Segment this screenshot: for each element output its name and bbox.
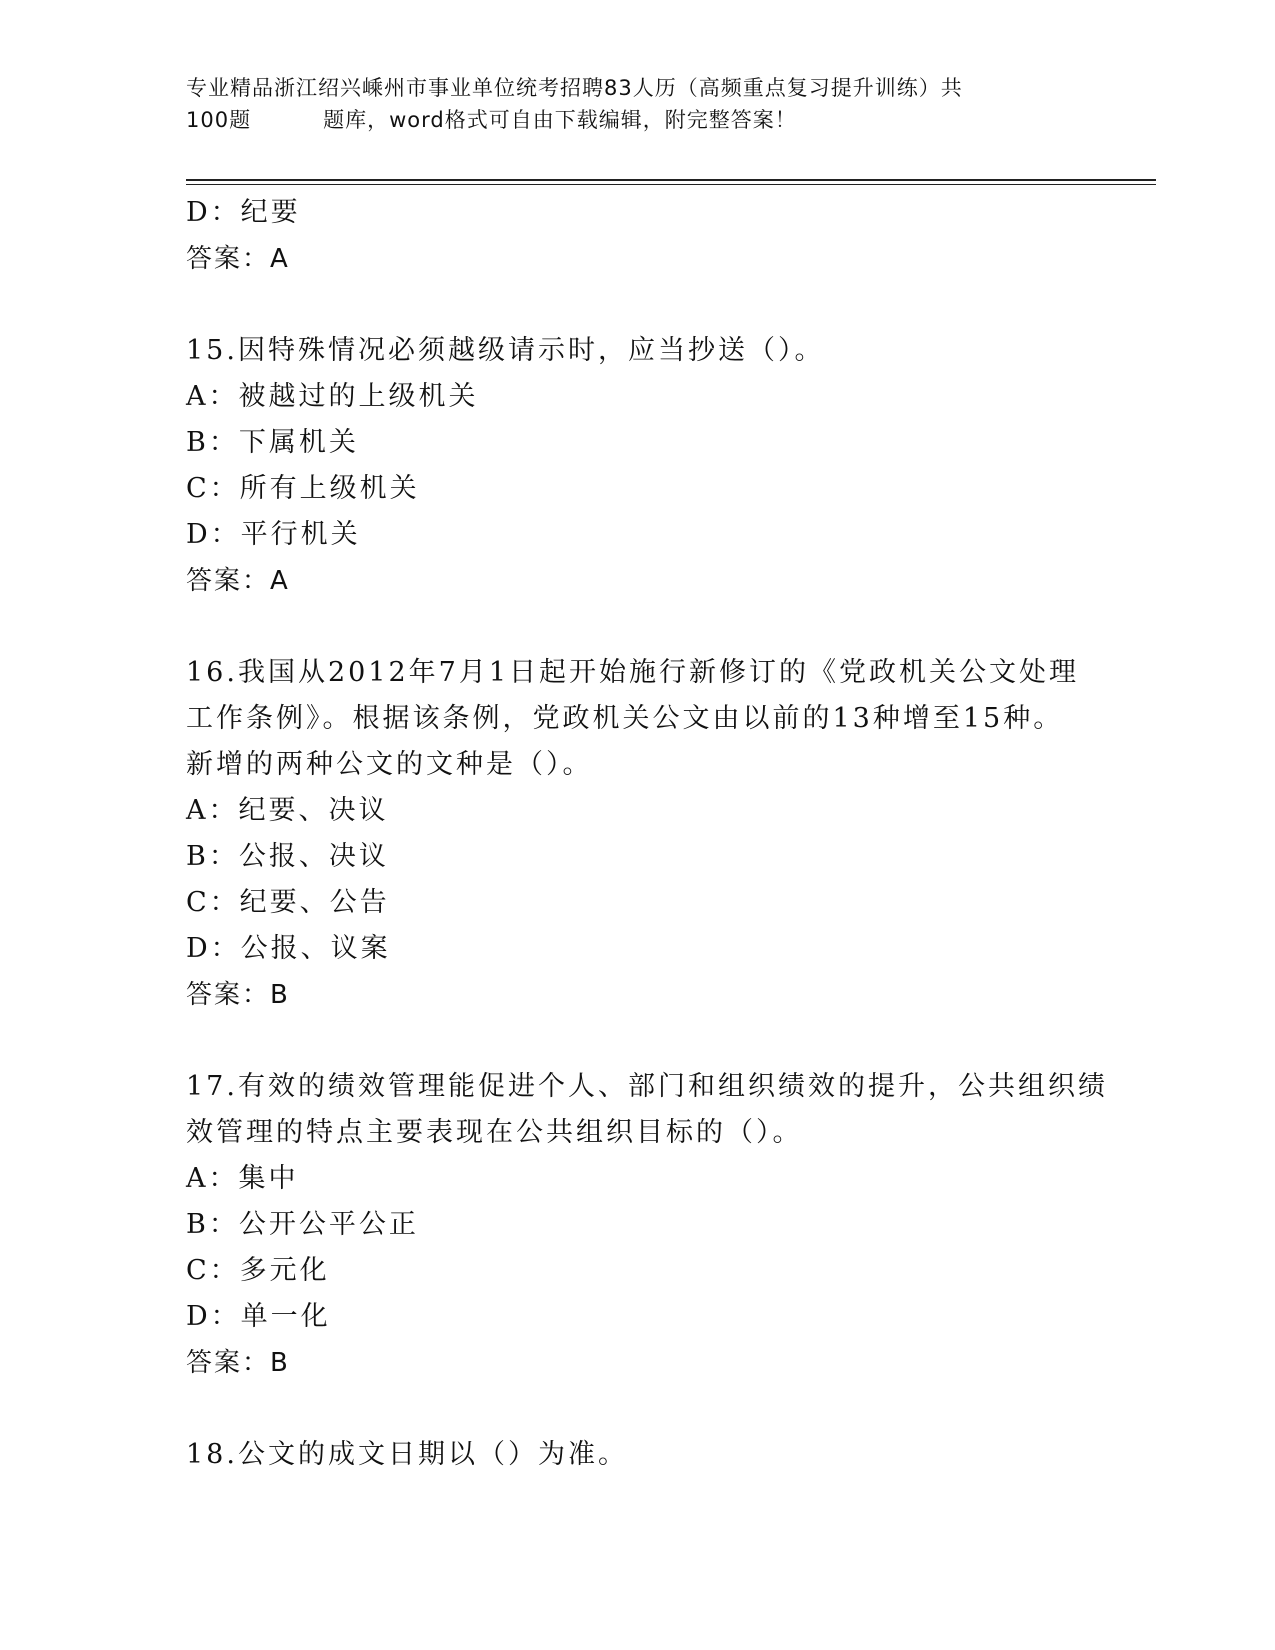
question-15-answer: 答案：A: [186, 566, 290, 596]
question-17-stem-line-2: 效管理的特点主要表现在公共组织目标的（）。: [186, 1117, 803, 1148]
question-17-answer: 答案：B: [186, 1348, 290, 1378]
spacer: [186, 1018, 1086, 1064]
question-17-option-a: A：集中: [186, 1163, 299, 1194]
question-18: [186, 1432, 1086, 1478]
page-header: [186, 72, 1086, 136]
spacer: [186, 282, 1086, 328]
question-16-stem-line-1: 16.我国从2012年7月1日起开始施行新修订的《党政机关公文处理: [186, 657, 1080, 688]
question-17-option-d: D：单一化: [186, 1301, 331, 1332]
question-15-option-b: B：下属机关: [186, 427, 359, 458]
question-17: [186, 1064, 1108, 1386]
question-15-option-d: D：平行机关: [186, 519, 361, 550]
question-16-option-b: B：公报、决议: [186, 841, 389, 872]
question-16-stem-line-2: 工作条例》。根据该条例，党政机关公文由以前的13种增至15种。: [186, 703, 1064, 734]
header-count: 100题: [186, 108, 252, 132]
header-subtitle: 题库，word格式可自由下载编辑，附完整答案！: [323, 108, 797, 132]
question-16-answer: 答案：B: [186, 980, 290, 1010]
question-17-option-b: B：公开公平公正: [186, 1209, 419, 1240]
question-16-option-d: D：公报、议案: [186, 933, 391, 964]
header-divider-thick: [186, 179, 1156, 181]
header-title-line-1: 专业精品浙江绍兴嵊州市事业单位统考招聘83人历（高频重点复习提升训练）共: [186, 76, 963, 100]
question-17-stem-line-1: 17.有效的绩效管理能促进个人、部门和组织绩效的提升，公共组织绩: [186, 1071, 1108, 1102]
spacer: [186, 604, 1086, 650]
answer-previous: 答案：A: [186, 244, 290, 274]
header-divider-thin: [186, 184, 1156, 185]
question-15: [186, 328, 1086, 604]
document-body: [186, 190, 1108, 1478]
header-title-line-2: [186, 104, 1086, 136]
option-d-previous: D：纪要: [186, 197, 301, 228]
question-17-option-c: C：多元化: [186, 1255, 330, 1286]
question-15-stem: 15.因特殊情况必须越级请示时，应当抄送（）。: [186, 335, 825, 366]
question-16-option-a: A：纪要、决议: [186, 795, 389, 826]
question-15-option-c: C：所有上级机关: [186, 473, 420, 504]
question-16-stem-line-3: 新增的两种公文的文种是（）。: [186, 749, 593, 780]
question-16: [186, 650, 1086, 1018]
question-16-option-c: C：纪要、公告: [186, 887, 390, 918]
spacer: [186, 1386, 1086, 1432]
question-15-option-a: A：被越过的上级机关: [186, 381, 479, 412]
question-18-stem: 18.公文的成文日期以（）为准。: [186, 1439, 628, 1470]
